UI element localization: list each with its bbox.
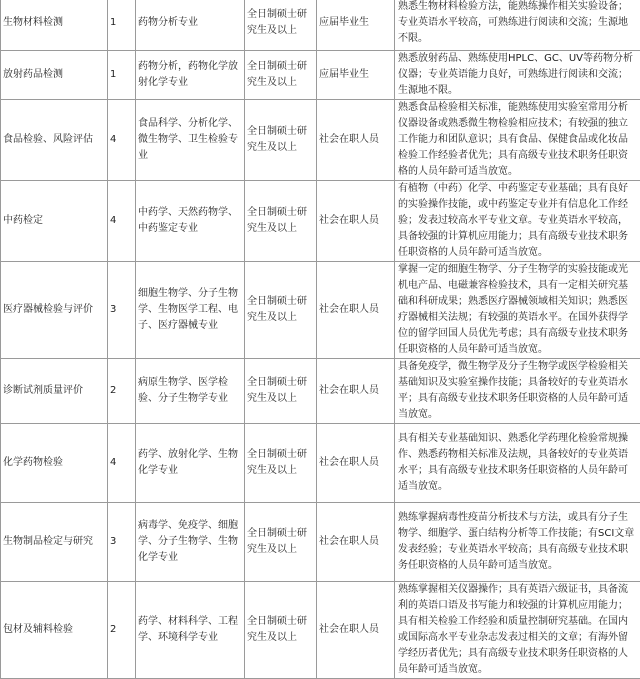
- position-cell: 包材及辅料检验: [1, 582, 108, 679]
- source-cell: 社会在职人员: [317, 424, 395, 503]
- source-cell: 社会在职人员: [317, 100, 395, 181]
- source-cell: 社会在职人员: [317, 262, 395, 359]
- education-cell: 全日制硕士研究生及以上: [245, 503, 317, 582]
- source-cell: 应届毕业生: [317, 0, 395, 51]
- major-cell: 中药学、天然药物学、中药鉴定专业: [136, 181, 245, 262]
- major-cell: 药物分析专业: [136, 0, 245, 51]
- count-cell: 4: [108, 424, 136, 503]
- major-cell: 食品科学、分析化学、微生物学、卫生检验专业: [136, 100, 245, 181]
- education-cell: 全日制硕士研究生及以上: [245, 0, 317, 51]
- position-cell: 诊断试剂质量评价: [1, 359, 108, 424]
- education-cell: 全日制硕士研究生及以上: [245, 181, 317, 262]
- position-cell: 生物材料检测: [1, 0, 108, 51]
- table-row: [1, 262, 640, 359]
- table-row: [1, 503, 640, 582]
- requirement-cell: 具备免疫学，微生物学及分子生物学或医学检验相关基础知识及实验室操作技能；具备较好的专业英语水平；具有高级专业技术职务任职资格的人员年龄可适当放宽。: [395, 359, 640, 424]
- requirement-cell: 有植物（中药）化学、中药鉴定专业基础；具有良好的实验操作技能，或中药鉴定专业并有信息化工作经验；发表过较高水平专业文章。专业英语水平较高，具备较强的计算机应用能力；具有高级专业技术职务任职资格的人员年龄可适当放宽。: [395, 181, 640, 262]
- requirement-cell: 熟练掌握相关仪器操作；具有英语六级证书，具备流利的英语口语及书写能力和较强的计算机应用能力；具有相关检验工作经验和质量控制研究基础。在国内或国际高水平专业杂志发表过相关的文章；有海外留学经历者优先；具有高级专业技术职务任职资格的人员年龄可适当放宽。: [395, 582, 640, 679]
- education-cell: 全日制硕士研究生及以上: [245, 51, 317, 100]
- source-cell: 社会在职人员: [317, 582, 395, 679]
- count-cell: 1: [108, 51, 136, 100]
- education-cell: 全日制硕士研究生及以上: [245, 359, 317, 424]
- count-cell: 3: [108, 503, 136, 582]
- table-row: [1, 359, 640, 424]
- major-cell: 药学、放射化学、生物化学专业: [136, 424, 245, 503]
- position-cell: 医疗器械检验与评价: [1, 262, 108, 359]
- major-cell: 药物分析，药物化学放射化学专业: [136, 51, 245, 100]
- source-cell: 社会在职人员: [317, 503, 395, 582]
- table-row: [1, 424, 640, 503]
- source-cell: 社会在职人员: [317, 181, 395, 262]
- count-cell: 2: [108, 359, 136, 424]
- position-cell: 化学药物检验: [1, 424, 108, 503]
- requirement-cell: 熟悉放射药品、熟练使用HPLC、GC、UV等药物分析仪器；专业英语能力良好，可熟练进行阅读和交流；生源地不限。: [395, 51, 640, 100]
- count-cell: 4: [108, 100, 136, 181]
- major-cell: 病原生物学、医学检验、分子生物学专业: [136, 359, 245, 424]
- major-cell: 药学、材料科学、工程学、环境科学专业: [136, 582, 245, 679]
- education-cell: 全日制硕士研究生及以上: [245, 100, 317, 181]
- requirement-cell: 熟悉食品检验相关标准，能熟练使用实验室常用分析仪器设备或熟悉微生物检验相应技术；有较强的独立工作能力和团队意识；具有食品、保健食品或化妆品检验工作经验者优先；具有高级专业技术职务任职资格的人员年龄可适当放宽。: [395, 100, 640, 181]
- source-cell: 社会在职人员: [317, 359, 395, 424]
- position-cell: 放射药品检测: [1, 51, 108, 100]
- major-cell: 细胞生物学、分子生物学、生物医学工程、电子、医疗器械专业: [136, 262, 245, 359]
- position-cell: 中药检定: [1, 181, 108, 262]
- table-row: [1, 0, 640, 51]
- table-row: [1, 181, 640, 262]
- table-row: [1, 100, 640, 181]
- count-cell: 1: [108, 0, 136, 51]
- requirement-cell: 熟悉生物材料检验方法，能熟练操作相关实验设备；专业英语水平较高，可熟练进行阅读和交流；生源地不限。: [395, 0, 640, 51]
- major-cell: 病毒学、免疫学、细胞学、分子生物学、生物化学专业: [136, 503, 245, 582]
- education-cell: 全日制硕士研究生及以上: [245, 582, 317, 679]
- requirement-cell: 掌握一定的细胞生物学、分子生物学的实验技能或光机电产品、电磁兼容检验技术，具有一定相关研究基础和科研成果；熟悉医疗器械领域相关知识；熟悉医疗器械相关法规；有较强的英语水平。在国外获得学位的留学回国人员优先考虑；具有高级专业技术职务任职资格的人员年龄可适当放宽。: [395, 262, 640, 359]
- count-cell: 3: [108, 262, 136, 359]
- position-cell: 生物制品检定与研究: [1, 503, 108, 582]
- requirement-cell: 具有相关专业基础知识、熟悉化学药理化检验常规操作、熟悉药物相关标准及法规，具备较好的专业英语水平；具有高级专业技术职务任职资格的人员年龄可适当放宽。: [395, 424, 640, 503]
- education-cell: 全日制硕士研究生及以上: [245, 262, 317, 359]
- education-cell: 全日制硕士研究生及以上: [245, 424, 317, 503]
- count-cell: 4: [108, 181, 136, 262]
- requirement-cell: 熟练掌握病毒性疫苗分析技术与方法，或具有分子生物学、细胞学、蛋白结构分析等工作技能；有SCI文章发表经验；专业英语水平较高；具有高级专业技术职务任职资格的人员年龄可适当放宽。: [395, 503, 640, 582]
- table-row: [1, 51, 640, 100]
- count-cell: 2: [108, 582, 136, 679]
- table-row: [1, 582, 640, 679]
- source-cell: 应届毕业生: [317, 51, 395, 100]
- position-cell: 食品检验、风险评估: [1, 100, 108, 181]
